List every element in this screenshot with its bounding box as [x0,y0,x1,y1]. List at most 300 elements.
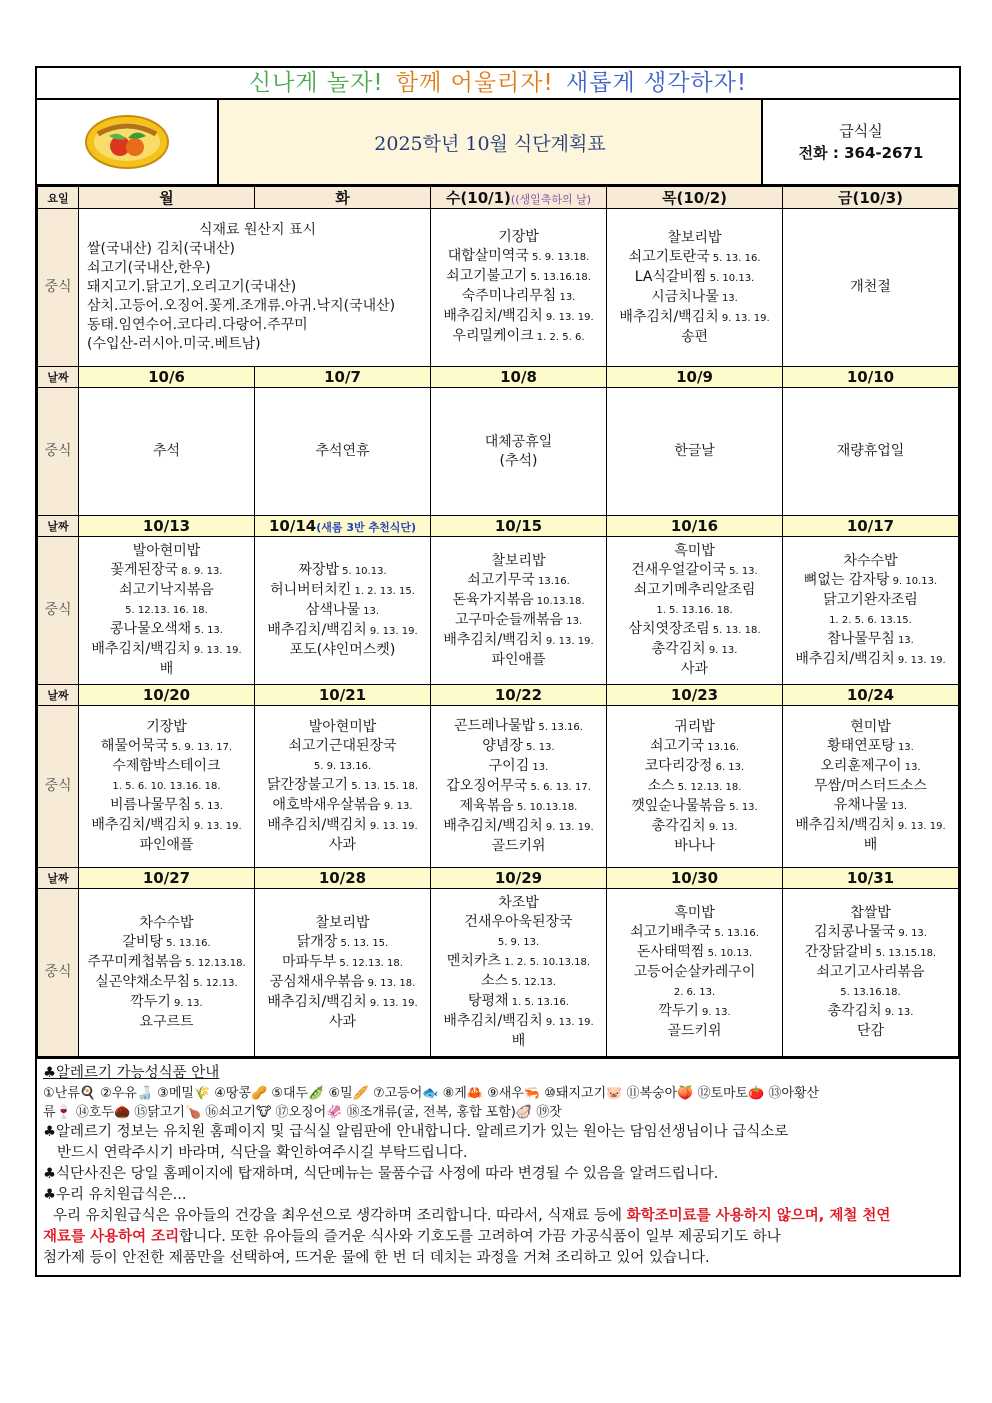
menu-item-name: 닭고기완자조림 [823,591,918,608]
allergen-codes: 8. 9. 13. [178,566,223,577]
origin-notice [79,209,431,367]
menu-item [433,631,604,651]
allergen-codes: 13. [360,606,380,617]
allergen-codes: 5. 9. 13. [497,937,540,948]
menu-item-name: 오리훈제구이 [820,758,902,774]
allergen-codes: 5. 13. [191,625,223,636]
menu-item-name: 귀리밥 [674,718,715,735]
menu-cell [79,388,255,516]
allergen-codes: 9. 13. 19. [366,821,418,832]
menu-item-name: 배 [159,661,174,677]
menu-item-name: 송편 [680,328,709,345]
menu-cell [255,537,431,685]
allergen-codes: 9. 13. 19. [366,997,418,1009]
menu-item-name: 코다리강정 [644,757,713,774]
menu-item-name: 쇠고기메추리알조림 [633,582,756,598]
allergen-codes: 9. 13. 19. [190,645,242,656]
menu-item [609,561,780,581]
menu-item [433,894,604,913]
allergen-codes: 9. 13. 19. [190,821,242,832]
menu-item [609,640,780,660]
menu-item-name: 총각김치 [651,641,706,657]
menu-item [433,287,604,307]
menu-item-name: 쇠고기국 [649,737,705,754]
menu-item-name: 깍두기 [658,1003,699,1019]
menu-item [785,737,956,757]
menu-item [785,591,956,610]
date-header: 10/24 [783,685,959,706]
menu-item [433,433,604,452]
menu-item-name: 애호박새우살볶음 [272,797,381,813]
menu-item [609,1022,780,1041]
menu-item-name: 탕평채 [467,993,509,1009]
menu-item-name: 갈비탕 [122,933,163,950]
allergen-codes: 9. 13. [698,1007,731,1018]
kindergarten-logo-icon [84,114,170,170]
menu-item-name: 골드키위 [667,1023,722,1039]
allergen-codes: 5. 10.13. [338,566,387,577]
menu-item [785,777,956,796]
menu-item [433,651,604,670]
allergen-codes: 5. 13. 16. [709,252,761,264]
menu-cell [607,388,783,516]
menu-item [257,601,428,621]
allergen-codes: 9. 13. 18. [364,977,416,989]
page-title: 2025학년 10월 식단계획표 [219,100,763,184]
allergen-codes: 2. 6. 13. [673,987,716,998]
menu-item-name: 배추김치/백김치 [795,817,895,833]
allergen-codes: 5. 13. [725,801,758,813]
menu-item [609,943,780,963]
menu-item [785,816,956,836]
allergen-codes: 13. [894,742,914,753]
menu-item-name: 수제함박스테이크 [112,758,221,774]
menu-cell [607,706,783,868]
date-row [38,516,959,537]
allergen-codes: 5. 9. 13. 17. [168,742,233,753]
menu-item [785,904,956,923]
menu-item-name: 건새우얼갈이국 [631,562,726,578]
menu-item [609,963,780,982]
date-row [38,367,959,388]
date-header: 10/6 [79,367,255,388]
menu-item [433,452,604,471]
allergen-codes: 5. 10.13.18. [513,802,578,813]
menu-item-name: 고등어순살카레구이 [633,964,756,980]
menu-item [81,718,252,737]
menu-item-name: 소스 [647,777,675,794]
menu-item-name: 쇠고기고사리볶음 [816,964,925,980]
date-label: 날짜 [38,367,79,388]
allergy-info-text: 반드시 연락주시기 바라며, 식단을 확인하여주시길 부탁드립니다. [57,1145,468,1161]
date-header: 10/21 [255,685,431,706]
menu-cell [431,706,607,868]
menu-item-name: 찹쌀밥 [850,905,891,921]
menu-item [609,542,780,561]
menu-item [257,836,428,855]
menu-cell [607,209,783,367]
menu-item [81,737,252,757]
menu-item-name: 요구르트 [139,1013,194,1030]
allergen-codes: 1. 5. 6. 10. 13.16. 18. [112,781,221,792]
menu-item-name: 비름나물무침 [110,797,192,813]
menu-item [609,777,780,797]
allergy-title: ♣알레르기 가능성식품 안내 [43,1065,220,1081]
menu-item-name: 쇠고기토란국 [628,248,710,265]
allergen-codes: 5. 10.13. [704,948,753,959]
menu-item [81,561,252,581]
birthday-note: ((생일축하의 날) [510,193,592,206]
menu-item-name: 뼈없는 감자탕 [803,571,890,588]
menu-item-name: 배추김치/백김치 [443,308,543,324]
yoil-label: 요일 [38,187,79,209]
slogan-part-1: 신나게 놀자! [248,70,384,96]
menu-item [257,816,428,836]
menu-item-name: 바나나 [674,837,715,854]
menu-item [433,1032,604,1051]
allergen-codes: 1. 2. 13. 15. [351,586,415,597]
allergen-codes: 5. 10.13. [706,272,755,284]
allergen-codes: 5. 13.16. [162,937,211,949]
menu-item [81,640,252,660]
menu-item [785,943,956,963]
menu-cell [783,889,959,1057]
menu-item [81,953,252,973]
dept-label: 급식실 [839,122,883,140]
menu-item-name: 멘치카츠 [446,953,502,969]
menu-item-name: 해물어묵국 [100,738,169,754]
menu-item-name: 깍두기 [130,993,171,1010]
menu-item [81,836,252,855]
origin-line: (수입산-러시아.미국.베트남) [87,336,261,352]
menu-item-name: 사과 [328,837,357,853]
menu-item-name: 참나물무침 [827,630,895,647]
menu-item-name: 허니버터치킨 [270,582,352,598]
menu-item [433,757,604,777]
menu-item [257,442,428,461]
allergen-codes: 9. 13. [705,645,738,656]
menu-item [609,328,780,347]
menu-item [81,914,252,933]
menu-item [433,817,604,837]
menu-item [81,581,252,600]
meal-row [38,706,959,868]
menu-item-name: 골드키위 [491,838,546,854]
menu-item [433,952,604,972]
allergen-codes: 13. [529,762,549,773]
meal-text-highlight: 재료를 사용하여 조리 [43,1229,180,1245]
menu-item-name: 시금치나물 [651,288,719,305]
allergen-codes: 9. 13. 19. [542,312,594,323]
menu-item-name: 배추김치/백김치 [619,308,719,325]
day-header-text: 수(10/1) [445,189,511,207]
allergy-info-text: ♣알레르기 정보는 유치원 홈페이지 및 급식실 알림판에 안내합니다. 알레르기가 있는 원아는 담임선생님이나 급식소로 [43,1124,789,1140]
date-header: 10/27 [79,868,255,889]
menu-item-name: 개천절 [850,279,891,295]
menu-item [609,581,780,600]
menu-item-name: 차수수밥 [843,552,898,569]
allergen-codes: 9. 13. 19. [542,635,594,647]
origin-line: 쌀(국내산) 김치(국내산) [87,241,236,257]
menu-item-name: 제육볶음 [459,798,514,814]
menu-item-name: 차조밥 [498,895,539,911]
allergen-codes: 5. 13. [725,566,758,577]
menu-item-name: 찰보리밥 [491,552,546,569]
menu-item-name: 기장밥 [146,719,187,735]
menu-item-name: 배 [511,1033,526,1049]
menu-item [433,992,604,1012]
allergen-codes: 5. 13. 15. 18. [348,781,419,792]
menu-item [81,796,252,816]
date-header-text: 10/14 [269,517,317,535]
menu-item [81,757,252,776]
allergen-codes: 9. 13. [170,997,203,1009]
menu-item-name: 숙주미나리무침 [461,288,557,304]
menu-item-name: 쇠고기불고기 [446,268,528,284]
menu-item [257,621,428,641]
menu-cell [431,537,607,685]
allergen-codes: 9. 13. 19. [542,1017,594,1028]
allergen-codes: 1. 5. 13.16. 18. [656,605,733,616]
menu-item [785,630,956,650]
menu-item [609,288,780,308]
date-header: 10/22 [431,685,607,706]
menu-item [785,836,956,855]
meal-label: 중식 [38,537,79,685]
menu-item [785,610,956,630]
menu-cell [255,388,431,516]
allergen-codes: 9. 13. 19. [718,312,770,324]
menu-item-name: 배추김치/백김치 [91,817,191,833]
allergen-codes: 13. [901,762,921,773]
allergen-codes: 13. [556,292,576,303]
date-row [38,685,959,706]
allergen-codes: 9. 13. [881,1007,914,1018]
allergen-codes: 5. 9. 13.18. [528,252,590,263]
phone-number: 전화 : 364-2671 [798,144,924,162]
menu-item-name: 돈사태떡찜 [636,944,705,960]
menu-item [257,641,428,660]
menu-cell [783,706,959,868]
date-label: 날짜 [38,868,79,889]
menu-item [81,620,252,640]
menu-item-name: 배추김치/백김치 [267,622,367,638]
menu-item [433,611,604,631]
menu-item-name: 배추김치/백김치 [267,993,367,1010]
menu-item [433,913,604,932]
menu-item-name: 사과 [328,1013,357,1030]
allergen-codes: 5. 13. [522,742,555,753]
menu-item-name: 쇠고기배추국 [630,924,712,940]
menu-item [609,268,780,288]
menu-item-name: 쇠고기낙지볶음 [119,582,214,598]
menu-item-name: 간장닭갈비 [804,944,873,960]
menu-item [609,982,780,1002]
menu-cell [783,388,959,516]
date-header: 10/16 [607,516,783,537]
date-header: 10/15 [431,516,607,537]
date-label: 날짜 [38,516,79,537]
menu-item [609,757,780,777]
menu-item-name: 삼색나물 [305,602,360,618]
menu-item-name: 배추김치/백김치 [795,650,895,667]
allergen-codes: 10.13.18. [533,595,585,607]
menu-item [785,552,956,571]
menu-item [257,1013,428,1032]
menu-item [257,718,428,737]
allergen-codes: 13.16. [534,575,570,587]
menu-cell [79,706,255,868]
allergen-codes: 1. 2. 5. 10.13.18. [501,957,591,968]
meal-row [38,889,959,1057]
menu-item-name: 기장밥 [498,229,539,245]
menu-item [785,1002,956,1022]
allergen-codes: 5. 13.16.18. [840,987,901,998]
menu-item [433,797,604,817]
menu-item-name: 한글날 [674,443,715,459]
menu-item [81,1013,252,1032]
menu-item-name: 갑오징어무국 [446,778,528,794]
date-header: 10/30 [607,868,783,889]
menu-item [257,973,428,993]
menu-item [609,718,780,737]
menu-item [433,267,604,287]
menu-item [785,278,956,297]
date-header: 10/8 [431,367,607,388]
menu-table [37,186,959,1057]
date-header: 10/23 [607,685,783,706]
allergen-codes: 5. 12.13.18. [182,957,246,969]
menu-item-name: 배추김치/백김치 [443,1013,543,1029]
menu-item-name: 실곤약채소무침 [95,973,190,990]
menu-item-name: 짜장밥 [298,562,339,578]
menu-item-name: 추석연휴 [315,443,370,459]
date-header: 10/28 [255,868,431,889]
menu-item [785,442,956,461]
origin-line: 쇠고기(국내산,한우) [87,260,211,276]
allergen-codes: 5. 13.16.18. [527,272,591,283]
menu-cell [255,706,431,868]
menu-item [609,308,780,328]
allergen-codes: 13. [563,615,583,627]
day-header: 화 [255,187,431,209]
menu-item [609,620,780,640]
menu-item-name: 현미밥 [850,719,891,735]
menu-item-name: 마파두부 [282,953,337,970]
menu-item [433,1012,604,1032]
meal-label: 중식 [38,388,79,516]
menu-item-name: 깻잎순나물볶음 [631,797,726,814]
meal-row [38,388,959,516]
menu-item [433,737,604,757]
menu-item [433,327,604,347]
menu-item [609,660,780,679]
date-header: 10/31 [783,868,959,889]
menu-item [433,777,604,797]
menu-item-name: LA식갈비찜 [634,268,707,285]
allergen-codes: 5. 12.13. [189,977,238,989]
menu-item-name: 파인애플 [139,837,194,853]
menu-item-name: 흑미밥 [674,905,715,921]
menu-item [609,797,780,817]
menu-cell [255,889,431,1057]
menu-item [785,1022,956,1041]
menu-item [433,591,604,611]
menu-item [81,600,252,620]
menu-item [785,571,956,591]
date-header: 10/17 [783,516,959,537]
meal-row [38,537,959,685]
menu-item [433,552,604,571]
allergy-list-line: ①난류🍳 ②우유🍶 ③메밀🌾 ④땅콩🥜 ⑤대두🫛 ⑥밀🥖 ⑦고등어🐟 ⑧게🦀 ⑨새우🦐 ⑩돼지고기🐷 ⑪복숭아🍑 ⑫토마토🍅 ⑬아황산 [43,1086,820,1101]
date-header: 10/7 [255,367,431,388]
photo-notice-text: ♣식단사진은 당일 홈페이지에 탑재하며, 식단메뉴는 물품수급 사정에 따라 변경될 수 있음을 알려드립니다. [43,1166,719,1182]
allergen-codes: 1. 5. 13.16. [508,997,569,1008]
allergen-codes: 5. 12.13. 18. [674,781,742,793]
day-header: 목(10/2) [607,187,783,209]
menu-cell [607,537,783,685]
allergen-codes: 9. 13. 19. [366,626,418,637]
menu-item-name: 주꾸미케첩볶음 [87,953,183,970]
menu-item [257,953,428,973]
menu-cell [79,889,255,1057]
menu-item-name: 소스 [481,973,509,989]
allergen-codes: 9. 13. [705,821,738,833]
menu-item-name: 대체공휴일 [484,433,553,450]
menu-item-name: 사과 [680,661,709,677]
menu-sheet [35,66,961,1277]
allergen-codes: 5. 13.15.18. [872,948,937,959]
menu-item-name: 총각김치 [827,1003,882,1019]
menu-item-name: 발아현미밥 [308,719,377,735]
menu-item [433,571,604,591]
allergen-codes: 9. 13. [380,801,413,812]
menu-item [257,776,428,796]
menu-item [257,796,428,816]
allergen-codes: 5. 13.16. [535,722,583,733]
menu-item-name: 대합살미역국 [447,248,529,264]
menu-item-name: 흑미밥 [674,543,715,559]
date-row [38,868,959,889]
allergen-codes: 5. 13.16. [711,928,759,939]
menu-cell [431,388,607,516]
menu-item-name: 총각김치 [651,817,706,834]
menu-item-name: 포도(샤인머스켓) [289,642,396,658]
menu-item [81,993,252,1013]
menu-item [609,442,780,461]
menu-item [785,757,956,777]
kindergarten-meal-text [43,1227,953,1248]
allergy-list-line: 류🍷 ⑭호두🌰 ⑮닭고기🍗 ⑯쇠고기🐮 ⑰오징어🦑 ⑱조개류(굴, 전복, 홍합 포함)🦪 ⑲잣 [43,1105,562,1120]
menu-item [257,933,428,953]
menu-item [257,737,428,756]
menu-item [785,796,956,816]
menu-cell [607,889,783,1057]
slogan-part-2: 함께 어울리자! [395,70,554,96]
date-header: 10/20 [79,685,255,706]
menu-item [785,718,956,737]
menu-item-name: 닭개장 [296,933,338,950]
kindergarten-meal-heading: ♣우리 유치원급식은... [43,1187,187,1203]
menu-item [433,932,604,952]
menu-item [81,542,252,561]
menu-item-name: 김치콩나물국 [814,924,896,940]
menu-item-name: 고구마순들깨볶음 [454,611,564,628]
menu-item-name: 공심채새우볶음 [269,973,365,990]
meal-row [38,209,959,367]
menu-item [81,973,252,993]
menu-item-name: 유채나물 [833,797,888,813]
